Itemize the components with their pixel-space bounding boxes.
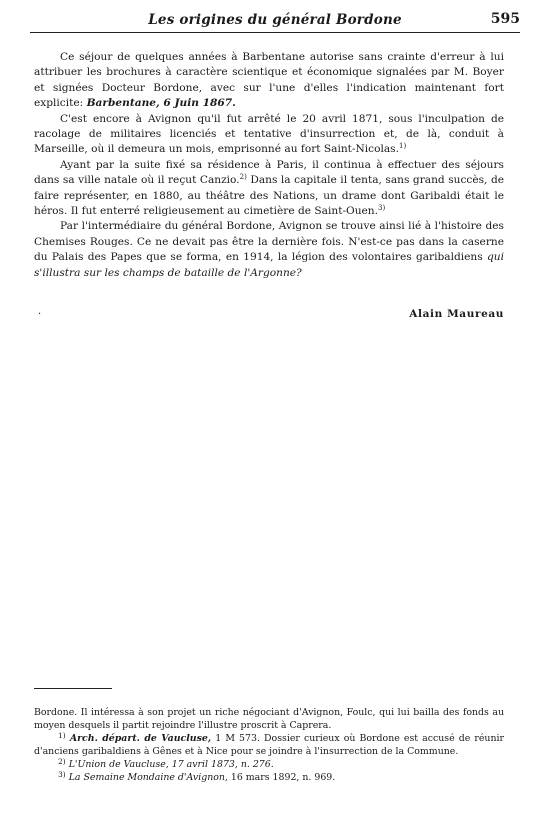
note-ref-2: 2) [239,173,247,182]
author-signature [409,308,504,320]
footnote-rule [34,688,112,689]
paragraph-4: Par l'intermédiaire du général Bordone, Avignon se trouve ainsi lié à l'histoire des Chemises Rouges. Ce ne devait pas être la dernière fois. N'est-ce pas dans la caserne du Palais des Papes que se forma, en 1914, la légion des volontaires garibaldiens qui s'illustra sur les champs de bataille de l'Argonne? [34,220,504,279]
print-speck: · [38,309,42,320]
running-header [30,12,520,33]
page-number: 595 [490,11,520,27]
footnote-continuation: Bordone. Il intéressa à son projet un riche négociant d'Avignon, Foulc, qui lui bailla des fonds au moyen desquels il partit rejoindre l'illustre proscrit à Caprera. [34,707,504,731]
note-ref-1: 1) [398,142,407,151]
footnote-2: $^{2)}$ L'Union de Vaucluse, 17 avril 1873, n. 276. [58,757,274,770]
note-ref-3: 3) [378,204,386,213]
footnotes [34,706,504,784]
footnote-1: $^{1)}$ Arch. départ. de Vaucluse, 1 M 573. Dossier curieux où Bordone est accusé de réunir d'anciens garibaldiens à Gênes et à Nice pour se joindre à l'insurrection de la Commune. [34,731,504,757]
footnote-3: $^{3)}$ La Semaine Mondaine d'Avignon, 16 mars 1892, n. 969. [58,770,336,783]
running-title: Les origines du général Bordone [148,12,402,28]
author-first-name: Alain [409,308,443,320]
author-last-name: Maureau [447,308,504,320]
paragraph-3: Ayant par la suite fixé sa résidence à Paris, il continua à effectuer des séjours dans sa ville natale où il reçut Canzio.$^{2)}$ Dans la capitale il tenta, sans grand succès, de faire représenter, en 1880, au théâtre des Nations, un drame dont Garibaldi était le héros. Il fut enterré religieusement au cimetière de Saint-Ouen.$^{3)}$ [34,158,504,218]
paragraph-2: C'est encore à Avignon qu'il fut arrêté le 20 avril 1871, sous l'inculpation de racolage de militaires licenciés et tentative d'insurrection et, de là, conduit à Marseille, où il demeura un mois, emprisonné au fort Saint-Nicolas.$^{1)}$ [34,112,504,156]
article-body [34,50,504,281]
paragraph-1: Ce séjour de quelques années à Barbentane autorise sans crainte d'erreur à lui attribuer les brochures à caractère scientique et économique signalées par M. Boyer et signées Docteur Bordone, avec sur l'une d'elles l'indication maintenant fort explicite: Barbentane, 6 Juin 1867. [34,51,504,110]
inscription-date: Barbentane, 6 Juin 1867. [86,97,236,110]
